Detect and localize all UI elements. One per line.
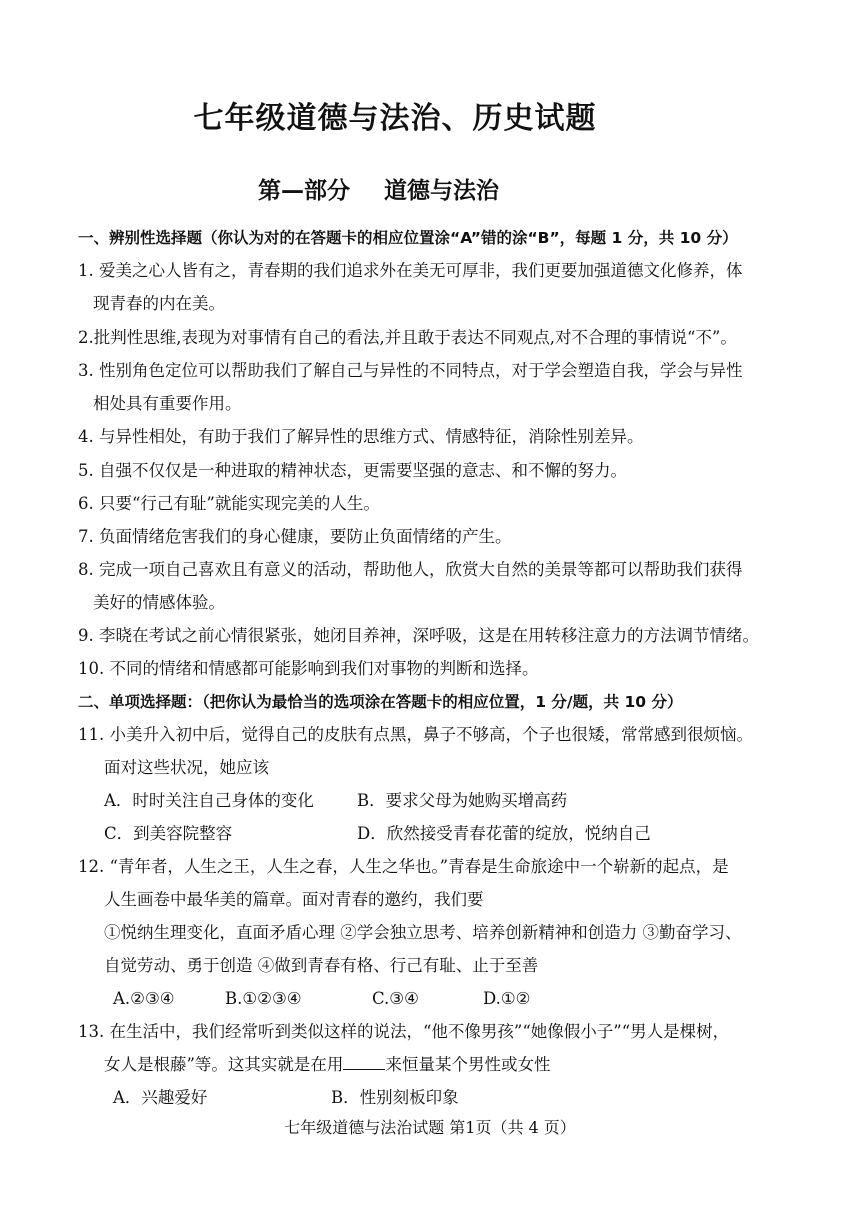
part-heading (258, 172, 499, 205)
question-11-line1: 11. 小美升入初中后，觉得自己的皮肤有点黑，鼻子不够高，个子也很矮，常常感到很烦恼。 (78, 725, 753, 744)
question-13-stem-start: 女人是根藤”等。这其实就是在用 (104, 1055, 344, 1074)
question-11-option-d: D．欣然接受青春花蕾的绽放，悦纳自己 (357, 824, 651, 843)
question-13-stem-end: 来恒量某个男性或女性 (385, 1055, 551, 1074)
section2-header: 二、单项选择题：（把你认为最恰当的选项涂在答题卡的相应位置，1 分/题，共 10 分） (78, 693, 683, 711)
question-11-option-b: B．要求父母为她购买增高药 (357, 791, 568, 810)
question-12-option-b: B.①②③④ (225, 989, 302, 1008)
question-8-line1: 8. 完成一项自己喜欢且有意义的活动，帮助他人，欣赏大自然的美景等都可以帮助我们获得 (78, 560, 743, 579)
question-9: 9. 李晓在考试之前心情很紧张，她闭目养神，深呼吸，这是在用转移注意力的方法调节情绪。 (78, 626, 759, 645)
question-11-option-a: A．时时关注自己身体的变化 (104, 791, 314, 810)
question-4: 4. 与异性相处，有助于我们了解异性的思维方式、情感特征，消除性别差异。 (78, 427, 644, 446)
question-12-option-d: D.①② (483, 989, 531, 1008)
answer-blank (343, 1054, 385, 1070)
question-13-option-a: A．兴趣爱好 (113, 1088, 208, 1107)
question-13-option-b: B．性别刻板印象 (331, 1088, 459, 1107)
question-12-option-c: C.③④ (372, 989, 419, 1008)
question-13-line1: 13. 在生活中，我们经常听到类似这样的说法，“他不像男孩”“她像假小子”“男人是棵树， (78, 1022, 730, 1041)
question-13-line2 (104, 1054, 550, 1076)
question-12-line4: 自觉劳动、勇于创造 ④做到青春有格、行己有耻、止于至善 (104, 956, 539, 975)
question-3-line2: 相处具有重要作用。 (93, 394, 242, 413)
question-12-line3: ①悦纳生理变化，直面矛盾心理 ②学会独立思考、培养创新精神和创造力 ③勤奋学习、 (104, 923, 742, 942)
question-12-option-a: A.②③④ (113, 989, 175, 1008)
question-8-line2: 美好的情感体验。 (93, 593, 225, 612)
page-title: 七年级道德与法治、历史试题 (193, 101, 597, 136)
part-subject: 道德与法治 (384, 178, 499, 204)
question-3-line1: 3. 性别角色定位可以帮助我们了解自己与异性的不同特点，对于学会塑造自我，学会与异性 (78, 361, 743, 380)
page-footer: 七年级道德与法治试题 第1页（共 4 页） (284, 1118, 576, 1137)
question-2: 2.批判性思维,表现为对事情有自己的看法,并且敢于表达不同观点,对不合理的事情说“不”。 (78, 328, 737, 347)
question-12-line2: 人生画卷中最华美的篇章。面对青春的邀约，我们要 (104, 890, 484, 909)
question-1-line2: 现青春的内在美。 (93, 294, 225, 313)
question-1-line1: 1. 爱美之心人皆有之，青春期的我们追求外在美无可厚非，我们更要加强道德文化修养，体 (78, 261, 743, 280)
question-5: 5. 自强不仅仅是一种进取的精神状态，更需要坚强的意志、和不懈的努力。 (78, 461, 627, 480)
question-10: 10. 不同的情绪和情感都可能影响到我们对事物的判断和选择。 (78, 659, 539, 678)
part-name: 第—部分 (258, 178, 350, 204)
question-11-line2: 面对这些状况，她应该 (104, 758, 269, 777)
question-7: 7. 负面情绪危害我们的身心健康，要防止负面情绪的产生。 (78, 527, 512, 546)
section1-header: 一、辨别性选择题（你认为对的在答题卡的相应位置涂“A”错的涂“B”，每题 1 分，共 10 分） (78, 229, 738, 247)
question-12-line1: 12. “青年者，人生之王，人生之春，人生之华也。”青春是生命旅途中一个崭新的起点，是 (78, 857, 729, 876)
question-6: 6. 只要“行己有耻”就能实现完美的人生。 (78, 494, 380, 513)
question-11-option-c: C．到美容院整容 (104, 824, 233, 843)
